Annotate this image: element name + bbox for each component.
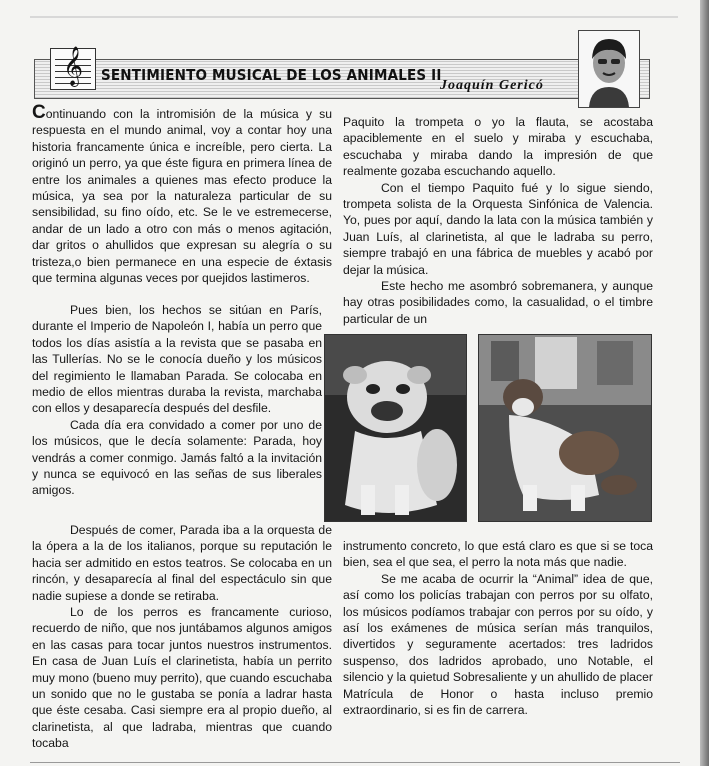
paragraph-7-continued: instrumento concreto, lo que está claro es que si se toca bien, sea el que sea, el perro la nota más que nadie. — [343, 539, 653, 570]
treble-clef-icon — [50, 48, 96, 90]
paragraph-5: Lo de los perros es francamente curioso, recuerdo de niño, que nos juntábamos algunos amigos en las casas para tocar juntos nuestros instrumentos. En casa de Juan Luís el clarinetista, había un perrito muy mono (bueno muy perrito), que cuando escuchaba un sonido que no le gustaba se ponía a ladrar hasta que éste cesaba. Casi siempre era al propio dueño, al clarinetista, al que ladraba, mientras que cuando tocaba — [32, 605, 332, 751]
drop-cap: C — [32, 102, 46, 123]
paragraph-5-continued: Paquito la trompeta o yo la flauta, se acostaba apaciblemente en el suelo y miraba y escuchaba, escuchaba y miraba dando la impresión de que realmente gozaba escuchando aquello. — [343, 115, 653, 179]
bulldog-illustration — [325, 335, 466, 521]
column-left-middle — [32, 302, 322, 499]
paragraph-6: Con el tiempo Paquito fué y lo sigue siendo, trompeta solista de la Orquesta Sinfónica de Valencia. Yo, pues por aquí, dando la lata con la música también y Juan Luís, al clarinetista, al que le ladraba su perro, siempre trabajó en una fábrica de muebles y acabó por dejar la música. — [343, 180, 653, 277]
column-right-bottom — [343, 538, 653, 718]
bulldog-photo — [324, 334, 467, 522]
article-title: SENTIMIENTO MUSICAL DE LOS ANIMALES II — [101, 66, 442, 84]
column-left-top — [32, 102, 332, 286]
author-name: Joaquín Gericó — [440, 78, 544, 93]
column-right-top — [343, 114, 653, 327]
treble-clef-glyph: 𝄞 — [63, 46, 84, 86]
column-left-bottom — [32, 522, 332, 752]
paragraph-3: Cada día era convidado a comer por uno de los músicos, que le decía solamente: Parada, hoy vendrás a comer conmigo. Jamás faltó a la invitación y nunca se equivocó en las señas de sus liberales amigos. — [32, 417, 322, 498]
saint-bernard-photo — [478, 334, 652, 522]
page-edge — [700, 0, 709, 766]
saint-bernard-illustration — [479, 335, 651, 521]
top-rule — [30, 16, 678, 18]
paragraph-7: Este hecho me asombró sobremanera, y aunque hay otras posibilidades como, la casualidad, o el timbre particular de un — [343, 279, 653, 326]
paragraph-8: Se me acaba de ocurrir la “Animal” idea de que, así como los policías trabajan con perros por su olfato, los músicos podíamos trabajar con perros por su oído, y así los exámenes de música serían más tranquilos, divertidos y seguramente acertados: tres ladridos suspenso, dos ladridos aprobado, uno Notable, el silencio y la quietud Sobresaliente y un ahullido de placer Matrícula de Honor o hasta incluso premio extraordinario, si es fin de carrera. — [343, 571, 653, 718]
portrait-illustration — [579, 31, 639, 107]
paragraph-1 — [32, 102, 332, 286]
author-portrait — [578, 30, 640, 108]
paragraph-2: Pues bien, los hechos se sitúan en París, durante el Imperio de Napoleón I, había un perro que todos los días asistía a la revista que se pasaba en las Tullerías. No se le conocía dueño y los músicos del regimiento le llamaban Parada. Se colocaba en medio de ellos mientras duraba la revista, marchaba con ellos y desaparecía después del desfile. — [32, 303, 322, 416]
paragraph-4: Después de comer, Parada iba a la orquesta de la ópera a la de los italianos, porque su reputación le hacia ser admitido en estos teatros. Se colocaba en un rincón, y desaparecía al final del espectáculo sin que nadie supiese a donde se retiraba. — [32, 523, 332, 603]
paragraph-1-text: ontinuando con la intromisión de la música y su respuesta en el mundo animal, voy a contar hoy una historia francamente única e increíble, pero cierta. La originó un perro, ya que éste figura en primera línea de entre los animales a quienes mas efecto produce la música, ya sea por la naturaleza particular de su sensibilidad, su fino oído, etc. Se le ve estremecerse, andar de un lado a otro con más o menos agitación, dar gritos o ahullidos que expresan su alegría o su tristeza,o bien permanece en una especie de éxtasis que termina algunas veces por quejidos lastimeros. — [32, 107, 332, 286]
bottom-rule — [30, 762, 680, 763]
